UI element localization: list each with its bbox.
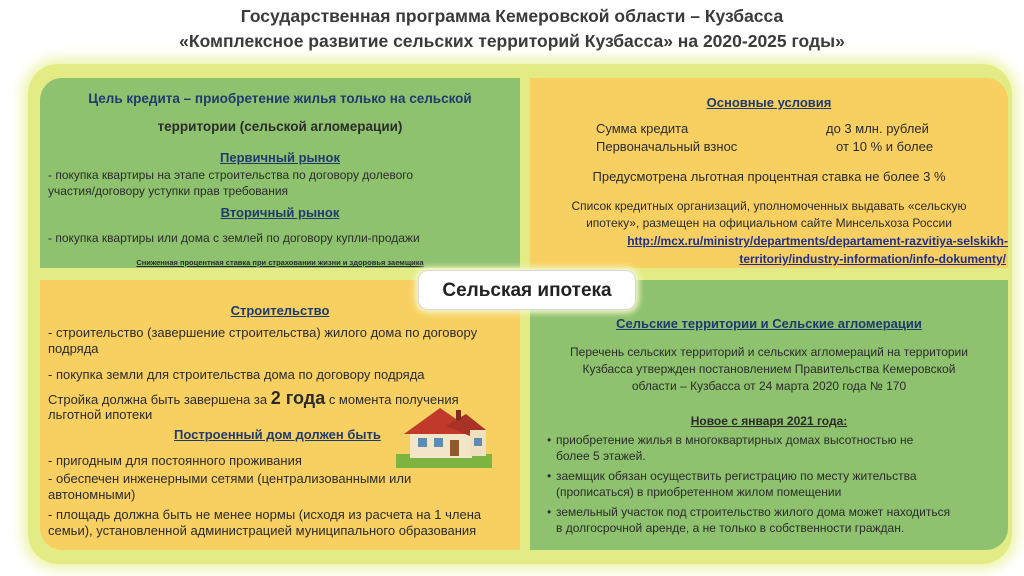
ministry-link-line-2[interactable]: territoriy/industry-information/info-dokumenty/: [739, 252, 1006, 266]
title-line-1: Государственная программа Кемеровской области – Кузбасса: [240, 6, 784, 26]
built-req-3a: - площадь должна быть не менее нормы (исходя из расчета на 1 члена: [48, 507, 482, 522]
territories-p1: Перечень сельских территорий и сельских агломераций на территории: [570, 345, 968, 359]
house-icon: [396, 404, 492, 468]
construction-item-1a: - строительство (завершение строительства) жилого дома по договору: [48, 325, 478, 340]
new-item-1b: более 5 этажей.: [556, 449, 646, 463]
deadline-line-2: льготной ипотеки: [48, 407, 153, 422]
primary-market-text-1: - покупка квартиры на этапе строительства по договору долевого: [48, 168, 414, 182]
ministry-link-line-1[interactable]: http://mcx.ru/ministry/departments/departament-razvitiya-selskikh-: [627, 234, 1008, 248]
down-payment-label: Первоначальный взнос: [596, 139, 738, 154]
new-item-3b: в долгосрочной аренде, а не только в собственности граждан.: [556, 521, 905, 535]
goal-line-2: территории (сельской агломерации): [157, 119, 403, 134]
primary-market-text-2: участия/договору уступки прав требования: [48, 184, 289, 198]
construction-item-2: - покупка земли для строительства дома по договору подряда: [48, 367, 425, 382]
page-title: [0, 4, 1024, 54]
rural-mortgage-label: Сельская ипотека: [418, 270, 636, 310]
built-req-3b: семьи), установленной администрацией муниципального образования: [48, 523, 477, 538]
bank-list-text-2: ипотеку», размещен на официальном сайте Минсельхоза России: [586, 216, 952, 230]
new-item-3a: земельный участок под строительство жилого дома может находиться: [556, 505, 951, 519]
new-2021-title: Новое с января 2021 года:: [690, 414, 848, 428]
primary-market-title: Первичный рынок: [220, 150, 340, 165]
new-item-2: [556, 468, 994, 500]
built-req-2b: автономными): [48, 487, 136, 502]
rural-territories-panel: [530, 280, 1008, 550]
built-req-1: - пригодным для постоянного проживания: [48, 453, 302, 468]
preferential-rate: Предусмотрена льготная процентная ставка не более 3 %: [592, 169, 946, 184]
new-item-1: [556, 432, 994, 464]
main-conditions-panel: [530, 78, 1008, 268]
loan-amount-label: Сумма кредита: [596, 121, 689, 136]
secondary-market-text: - покупка квартиры или дома с землей по договору купли-продажи: [48, 231, 420, 245]
loan-goal-panel: [40, 78, 520, 268]
construction-item-1b: подряда: [48, 341, 99, 356]
conditions-title: Основные условия: [706, 95, 832, 110]
down-payment-value: от 10 % и более: [836, 139, 934, 154]
new-item-3: [556, 504, 994, 536]
secondary-market-title: Вторичный рынок: [220, 205, 340, 220]
insurance-note: Сниженная процентная ставка при страховании жизни и здоровья заемщика: [136, 258, 424, 267]
deadline-suffix: с момента получения: [325, 392, 459, 407]
territories-p2: Кузбасса утвержден постановлением Правительства Кемеровской: [582, 362, 956, 376]
deadline-prefix: Стройка должна быть завершена за: [48, 392, 271, 407]
new-2021-list: [546, 432, 994, 536]
goal-line-1: Цель кредита – приобретение жилья только на сельской: [88, 91, 472, 106]
territories-p3: области – Кузбасса от 24 марта 2020 года № 170: [631, 379, 907, 393]
built-req-2a: - обеспечен инженерными сетями (централизованными или: [48, 471, 412, 486]
construction-panel: [40, 280, 520, 550]
new-item-2a: заемщик обязан осуществить регистрацию по месту жительства: [556, 469, 917, 483]
title-line-2: «Комплексное развитие сельских территорий Кузбасса» на 2020-2025 годы»: [179, 31, 845, 51]
construction-title: Строительство: [230, 303, 330, 318]
new-item-2b: (прописаться) в приобретенном жилом помещении: [556, 485, 842, 499]
built-house-title: Построенный дом должен быть: [174, 427, 381, 442]
territories-title: Сельские территории и Сельские агломерации: [616, 316, 922, 331]
loan-amount-value: до 3 млн. рублей: [826, 121, 929, 136]
bank-list-text-1: Список кредитных организаций, уполномоченных выдавать «сельскую: [571, 199, 967, 213]
new-item-1a: приобретение жилья в многоквартирных домах высотностью не: [556, 433, 914, 447]
deadline-years: 2 года: [270, 388, 326, 408]
